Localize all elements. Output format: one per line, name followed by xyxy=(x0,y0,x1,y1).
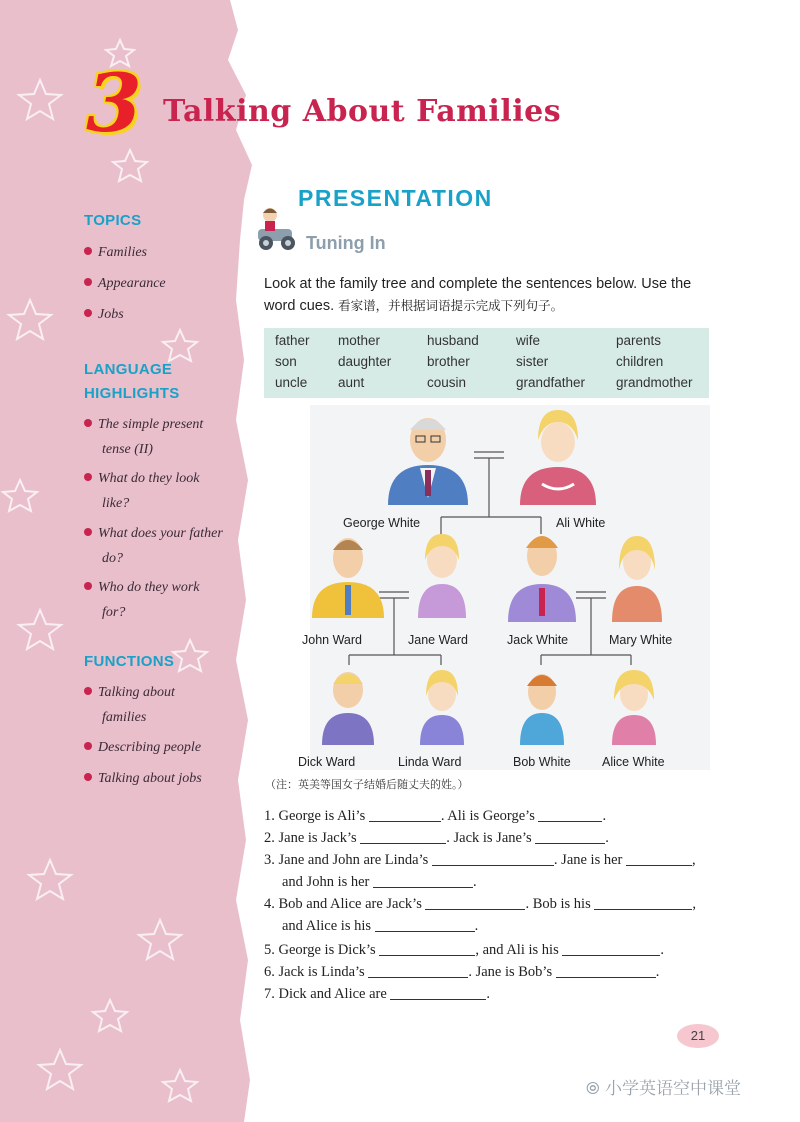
john-portrait xyxy=(312,538,384,618)
topic-item: Families xyxy=(84,241,147,266)
exercise-sentence: 6. Jack is Linda’s . Jane is Bob’s . xyxy=(264,964,660,980)
page-title: Talking About Families xyxy=(163,94,562,129)
language-heading-line2: HIGHLIGHTS xyxy=(84,385,180,402)
section-title: PRESENTATION xyxy=(298,185,493,211)
word-cue: aunt xyxy=(338,375,365,390)
word-cue: uncle xyxy=(275,375,308,390)
person-name-ali: Ali White xyxy=(556,516,606,530)
george-portrait xyxy=(388,418,468,505)
exercise-sentence: 5. George is Dick’s , and Ali is his . xyxy=(264,942,664,958)
answer-blank[interactable] xyxy=(556,963,656,978)
ali-portrait xyxy=(520,410,596,505)
exercise-sentence: 1. George is Ali’s . Ali is George’s . xyxy=(264,808,607,824)
person-name-jane: Jane Ward xyxy=(408,633,468,647)
bob-portrait xyxy=(520,674,564,745)
language-item: What does your father do? xyxy=(84,522,230,571)
subsection-title: Tuning In xyxy=(306,233,386,253)
answer-blank[interactable] xyxy=(368,963,468,978)
word-cue: wife xyxy=(516,333,541,348)
word-cue: son xyxy=(275,354,297,369)
instruction-chinese: 看家谱，并根据词语提示完成下列句子。 xyxy=(338,298,564,313)
chapter-number: 3 xyxy=(86,56,142,150)
watermark: ⦾ 小学英语空中课堂 xyxy=(586,1079,742,1099)
word-cue: father xyxy=(275,333,310,348)
person-name-alice: Alice White xyxy=(602,755,665,769)
answer-blank[interactable] xyxy=(562,941,660,956)
person-name-jack: Jack White xyxy=(507,633,569,647)
exercise-sentence: 3. Jane and John are Linda’s . Jane is her , xyxy=(264,852,696,868)
exercise-sentence: and John is her . xyxy=(282,874,477,890)
functions-heading: FUNCTIONS xyxy=(84,653,175,670)
function-item: Describing people xyxy=(84,736,201,761)
person-name-dick: Dick Ward xyxy=(298,755,356,769)
answer-blank[interactable] xyxy=(538,807,602,822)
language-item: What do they look like? xyxy=(84,467,214,516)
jack-portrait xyxy=(508,536,576,622)
wechat-icon: ⦾ xyxy=(586,1079,606,1099)
word-cue: cousin xyxy=(427,375,467,390)
word-cue: parents xyxy=(616,333,662,348)
person-name-mary: Mary White xyxy=(609,633,673,647)
exercise-sentence: and Alice is his . xyxy=(282,918,479,934)
dick-portrait xyxy=(322,672,374,745)
answer-blank[interactable] xyxy=(425,895,525,910)
language-heading-line1: LANGUAGE xyxy=(84,361,173,378)
answer-blank[interactable] xyxy=(360,829,446,844)
word-cue: husband xyxy=(427,333,479,348)
word-cue: grandmother xyxy=(616,375,693,390)
word-cue: sister xyxy=(516,354,549,369)
word-cue: grandfather xyxy=(516,375,586,390)
exercise-sentence: 2. Jane is Jack’s . Jack is Jane’s . xyxy=(264,830,609,846)
instruction-english: Look at the family tree and complete the sentences below. Use the word cues. xyxy=(264,276,692,314)
topics-heading: TOPICS xyxy=(84,212,142,229)
answer-blank[interactable] xyxy=(390,985,486,1000)
language-item: The simple present tense (II) xyxy=(84,413,222,462)
person-name-bob: Bob White xyxy=(513,755,571,769)
linda-portrait xyxy=(420,670,464,745)
function-item: Talking about jobs xyxy=(84,767,202,792)
answer-blank[interactable] xyxy=(373,873,473,888)
answer-blank[interactable] xyxy=(375,917,475,932)
word-cue: children xyxy=(616,354,664,369)
answer-blank[interactable] xyxy=(535,829,605,844)
alice-portrait xyxy=(612,670,656,745)
answer-blank[interactable] xyxy=(626,851,692,866)
page-number: 21 xyxy=(677,1024,719,1048)
answer-blank[interactable] xyxy=(379,941,475,956)
topic-item: Jobs xyxy=(84,303,124,328)
jane-portrait xyxy=(418,534,466,618)
function-item: Talking about families xyxy=(84,681,212,730)
person-name-linda: Linda Ward xyxy=(398,755,462,769)
surname-note: （注：英美等国女子结婚后随丈夫的姓。） xyxy=(265,778,469,791)
answer-blank[interactable] xyxy=(369,807,441,822)
person-name-john: John Ward xyxy=(302,633,362,647)
word-cue: brother xyxy=(427,354,470,369)
answer-blank[interactable] xyxy=(432,851,554,866)
exercise-sentence: 4. Bob and Alice are Jack’s . Bob is his , xyxy=(264,896,696,912)
answer-blank[interactable] xyxy=(594,895,692,910)
exercise-sentence: 7. Dick and Alice are . xyxy=(264,986,491,1002)
word-cue: daughter xyxy=(338,354,392,369)
word-cue: mother xyxy=(338,333,381,348)
language-item: Who do they work for? xyxy=(84,576,214,625)
mary-portrait xyxy=(612,536,662,622)
topic-item: Appearance xyxy=(84,272,166,297)
person-name-george: George White xyxy=(343,516,421,530)
